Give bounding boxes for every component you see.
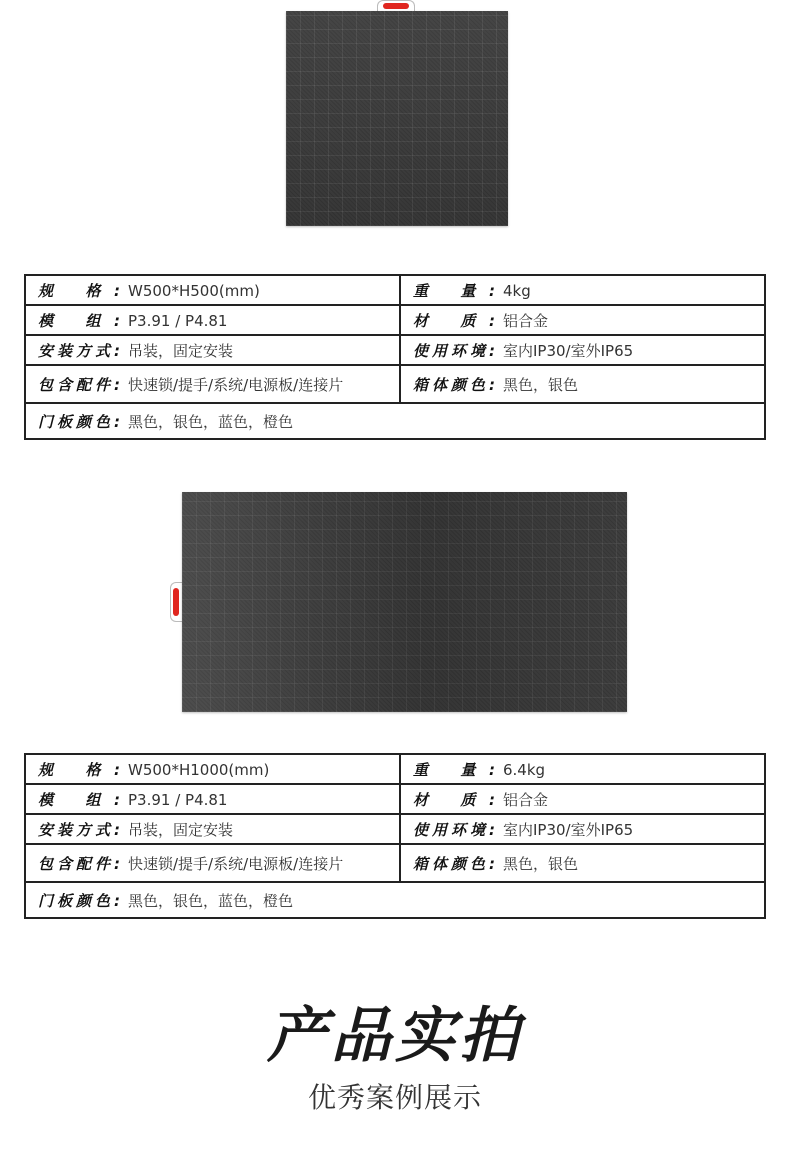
spec-label: 规 格: — [38, 281, 120, 300]
panel-square-image — [0, 0, 790, 230]
spec-value: 铝合金 — [503, 790, 549, 809]
spec-value: 黑色，银色，蓝色，橙色 — [128, 412, 294, 431]
spec-label: 安装方式: — [38, 820, 120, 839]
spec-cell-size — [25, 275, 400, 305]
spec-table-2 — [24, 753, 766, 919]
panel-wide-image — [0, 488, 790, 718]
spec-value: 快速锁/提手/系统/电源板/连接片 — [128, 375, 344, 394]
spec-value: 黑色，银色 — [503, 854, 579, 873]
spec-label: 使用环境: — [413, 820, 495, 839]
spec-label: 材 质: — [413, 790, 495, 809]
spec-row — [25, 365, 765, 403]
spec-cell-weight — [400, 275, 765, 305]
spec-cell-door-color — [25, 403, 765, 439]
spec-value: 4kg — [503, 281, 531, 300]
spec-label: 使用环境: — [413, 341, 495, 360]
spec-value: 室内IP30/室外IP65 — [503, 820, 634, 839]
spec-value: 吊装，固定安装 — [128, 820, 234, 839]
spec-cell-material — [400, 784, 765, 814]
spec-label: 材 质: — [413, 311, 495, 330]
spec-value: 黑色，银色 — [503, 375, 579, 394]
section-subtitle: 优秀案例展示 — [307, 1081, 482, 1114]
spec-row — [25, 335, 765, 365]
spec-cell-env — [400, 814, 765, 844]
section-title: 产品实拍 — [267, 1001, 523, 1071]
spec-value: 黑色，银色，蓝色，橙色 — [128, 891, 294, 910]
spec-value: 室内IP30/室外IP65 — [503, 341, 634, 360]
spec-value: W500*H500(mm) — [128, 281, 260, 300]
spec-label: 模 组: — [38, 311, 120, 330]
spec-row — [25, 403, 765, 439]
spec-cell-module — [25, 305, 400, 335]
spec-cell-env — [400, 335, 765, 365]
spec-row — [25, 305, 765, 335]
spec-cell-weight — [400, 754, 765, 784]
spec-cell-box-color — [400, 844, 765, 882]
spec-label: 重 量: — [413, 760, 495, 779]
panel-handle-side — [170, 582, 182, 622]
panel-square — [286, 11, 508, 226]
spec-row — [25, 275, 765, 305]
spec-label: 包含配件: — [38, 854, 120, 873]
spec-label: 模 组: — [38, 790, 120, 809]
spec-row — [25, 882, 765, 918]
spec-label: 安装方式: — [38, 341, 120, 360]
spec-cell-install — [25, 335, 400, 365]
spec-cell-door-color — [25, 882, 765, 918]
spec-label: 门板颜色: — [38, 412, 120, 431]
spec-cell-parts — [25, 844, 400, 882]
spec-label: 箱体颜色: — [413, 854, 495, 873]
spec-cell-install — [25, 814, 400, 844]
spec-value: W500*H1000(mm) — [128, 760, 270, 779]
spec-cell-module — [25, 784, 400, 814]
spec-value: 铝合金 — [503, 311, 549, 330]
spec-value: 吊装，固定安装 — [128, 341, 234, 360]
spec-label: 规 格: — [38, 760, 120, 779]
spec-label: 箱体颜色: — [413, 375, 495, 394]
spec-cell-box-color — [400, 365, 765, 403]
spec-label: 门板颜色: — [38, 891, 120, 910]
spec-row — [25, 784, 765, 814]
spec-row — [25, 814, 765, 844]
spec-value: P3.91 / P4.81 — [128, 311, 228, 330]
panel-wide — [182, 492, 627, 712]
spec-value: 快速锁/提手/系统/电源板/连接片 — [128, 854, 344, 873]
spec-row — [25, 754, 765, 784]
spec-label: 重 量: — [413, 281, 495, 300]
spec-table-1 — [24, 274, 766, 440]
spec-cell-size — [25, 754, 400, 784]
spec-value: P3.91 / P4.81 — [128, 790, 228, 809]
spec-value: 6.4kg — [503, 760, 546, 779]
spec-label: 包含配件: — [38, 375, 120, 394]
spec-row — [25, 844, 765, 882]
spec-cell-parts — [25, 365, 400, 403]
spec-cell-material — [400, 305, 765, 335]
